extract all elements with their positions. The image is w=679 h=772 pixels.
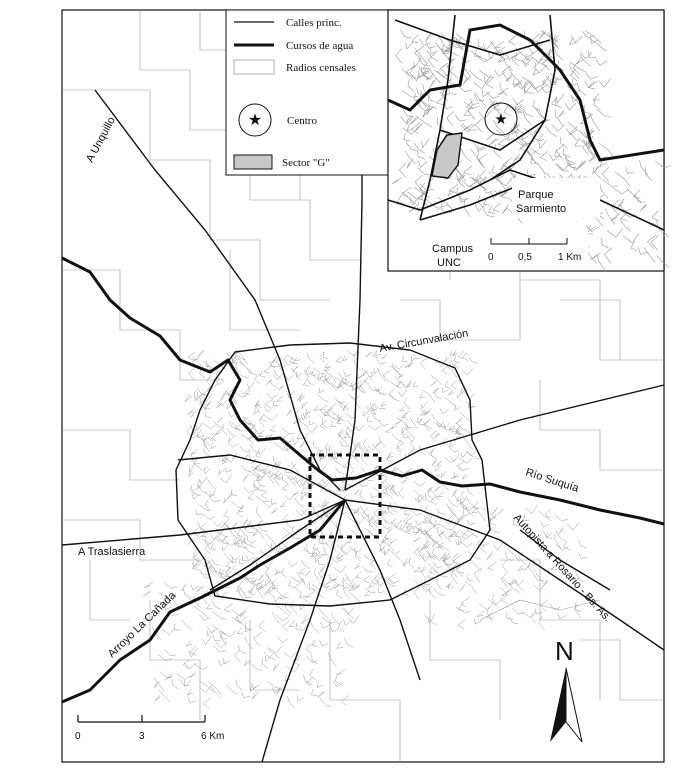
scale-3: 3 xyxy=(139,731,145,742)
legend-sector-label: Sector "G" xyxy=(282,157,330,169)
inset-scale-0: 0 xyxy=(488,252,494,263)
legend xyxy=(226,10,388,175)
label-unquillo: A Unquillo xyxy=(84,115,118,165)
label-traslasierra: A Traslasierra xyxy=(78,546,146,558)
legend-center-label: Centro xyxy=(287,115,317,127)
label-parque: Parque xyxy=(518,189,554,201)
inset-star-icon: ★ xyxy=(494,110,508,128)
label-campus: Campus xyxy=(432,243,473,255)
svg-text:N: N xyxy=(555,636,574,666)
inset-scale-1: 0,5 xyxy=(518,252,532,263)
inset-map xyxy=(388,10,671,271)
label-unc: UNC xyxy=(437,257,461,269)
legend-streets-label: Calles princ. xyxy=(286,17,342,29)
label-sarmiento: Sarmiento xyxy=(516,203,567,215)
label-suquia: Río Suquía xyxy=(524,466,581,495)
inset-scale-2: 1 Km xyxy=(558,252,582,263)
label-autopista: Autopista a Rosario - Bs. As. xyxy=(510,511,614,625)
star-icon: ★ xyxy=(247,110,263,129)
legend-water-label: Cursos de agua xyxy=(286,40,354,52)
scale-6: 6 Km xyxy=(201,731,225,742)
legend-census-label: Radios censales xyxy=(286,62,356,74)
scale-0: 0 xyxy=(75,731,81,742)
label-canada: Arroyo La Cañada xyxy=(105,589,179,661)
label-circunvalacion: Av. Circunvalación xyxy=(378,327,470,355)
